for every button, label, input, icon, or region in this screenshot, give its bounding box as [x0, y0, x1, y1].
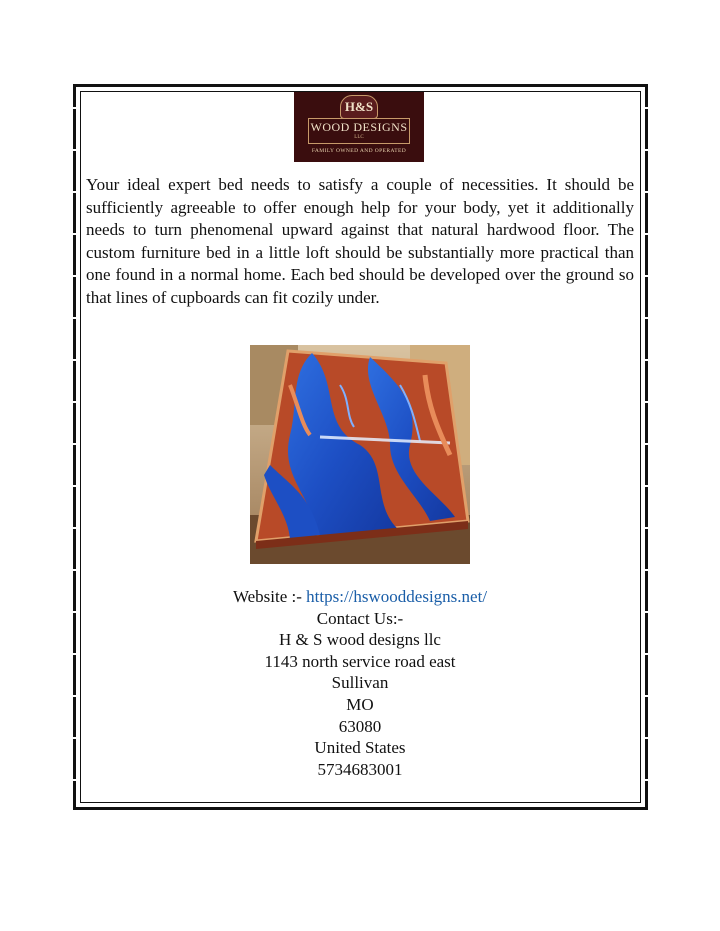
frame-tick: [645, 443, 649, 445]
frame-tick: [645, 359, 649, 361]
city: Sullivan: [331, 673, 389, 693]
contact-block: [86, 586, 634, 780]
frame-tick: [72, 191, 76, 193]
logo-plaque: [308, 118, 410, 144]
website-link[interactable]: https://hswooddesigns.net/: [306, 587, 488, 606]
frame-tick: [645, 275, 649, 277]
frame-tick: [72, 233, 76, 235]
frame-tick: [72, 149, 76, 151]
website-line: [86, 586, 634, 608]
frame-tick: [72, 401, 76, 403]
frame-tick: [645, 191, 649, 193]
company-name: H & S wood designs llc: [279, 630, 441, 650]
frame-tick: [645, 485, 649, 487]
frame-edge-right: [645, 87, 649, 807]
body-paragraph: Your ideal expert bed needs to satisfy a couple of necessities. It should be sufficiently agreeable to offer enough help for your body, yet it additionally needs to turn phenomenal upward against that natural hardwood floor. The custom furniture bed in a little loft should be substantially more practical than one found in a normal home. Each bed should be developed over the ground so that lines of cupboards can fit cozily under.: [86, 175, 634, 307]
resin-table-photo: [250, 345, 470, 564]
frame-tick: [72, 737, 76, 739]
frame-tick: [645, 233, 649, 235]
logo-badge: H&S: [340, 95, 378, 119]
logo-tagline: FAMILY OWNED AND OPERATED: [311, 148, 407, 154]
frame-tick: [645, 149, 649, 151]
frame-tick: [645, 401, 649, 403]
logo-name: WOOD DESIGNS: [310, 120, 408, 134]
frame-tick: [645, 695, 649, 697]
country: United States: [314, 738, 406, 758]
frame-tick: [72, 443, 76, 445]
company-logo: [294, 92, 424, 162]
frame-edge-left: [72, 87, 76, 807]
website-label: Website :-: [232, 587, 307, 606]
frame-tick: [72, 611, 76, 613]
street-address: 1143 north service road east: [264, 651, 456, 671]
frame-tick: [72, 107, 76, 109]
frame-tick: [72, 359, 76, 361]
frame-tick: [72, 653, 76, 655]
frame-tick: [72, 485, 76, 487]
frame-tick: [72, 275, 76, 277]
frame-tick: [645, 611, 649, 613]
phone-number: 5734683001: [317, 759, 403, 779]
frame-tick: [72, 695, 76, 697]
logo-llc: LLC: [354, 135, 364, 140]
frame-tick: [645, 779, 649, 781]
frame-tick: [72, 527, 76, 529]
frame-tick: [72, 317, 76, 319]
frame-tick: [72, 569, 76, 571]
frame-tick: [645, 107, 649, 109]
frame-tick: [645, 653, 649, 655]
state: MO: [346, 694, 374, 714]
zip-code: 63080: [338, 716, 382, 736]
frame-tick: [645, 569, 649, 571]
frame-tick: [645, 737, 649, 739]
contact-heading: Contact Us:-: [316, 608, 404, 628]
frame-tick: [645, 317, 649, 319]
frame-tick: [72, 779, 76, 781]
frame-tick: [645, 527, 649, 529]
